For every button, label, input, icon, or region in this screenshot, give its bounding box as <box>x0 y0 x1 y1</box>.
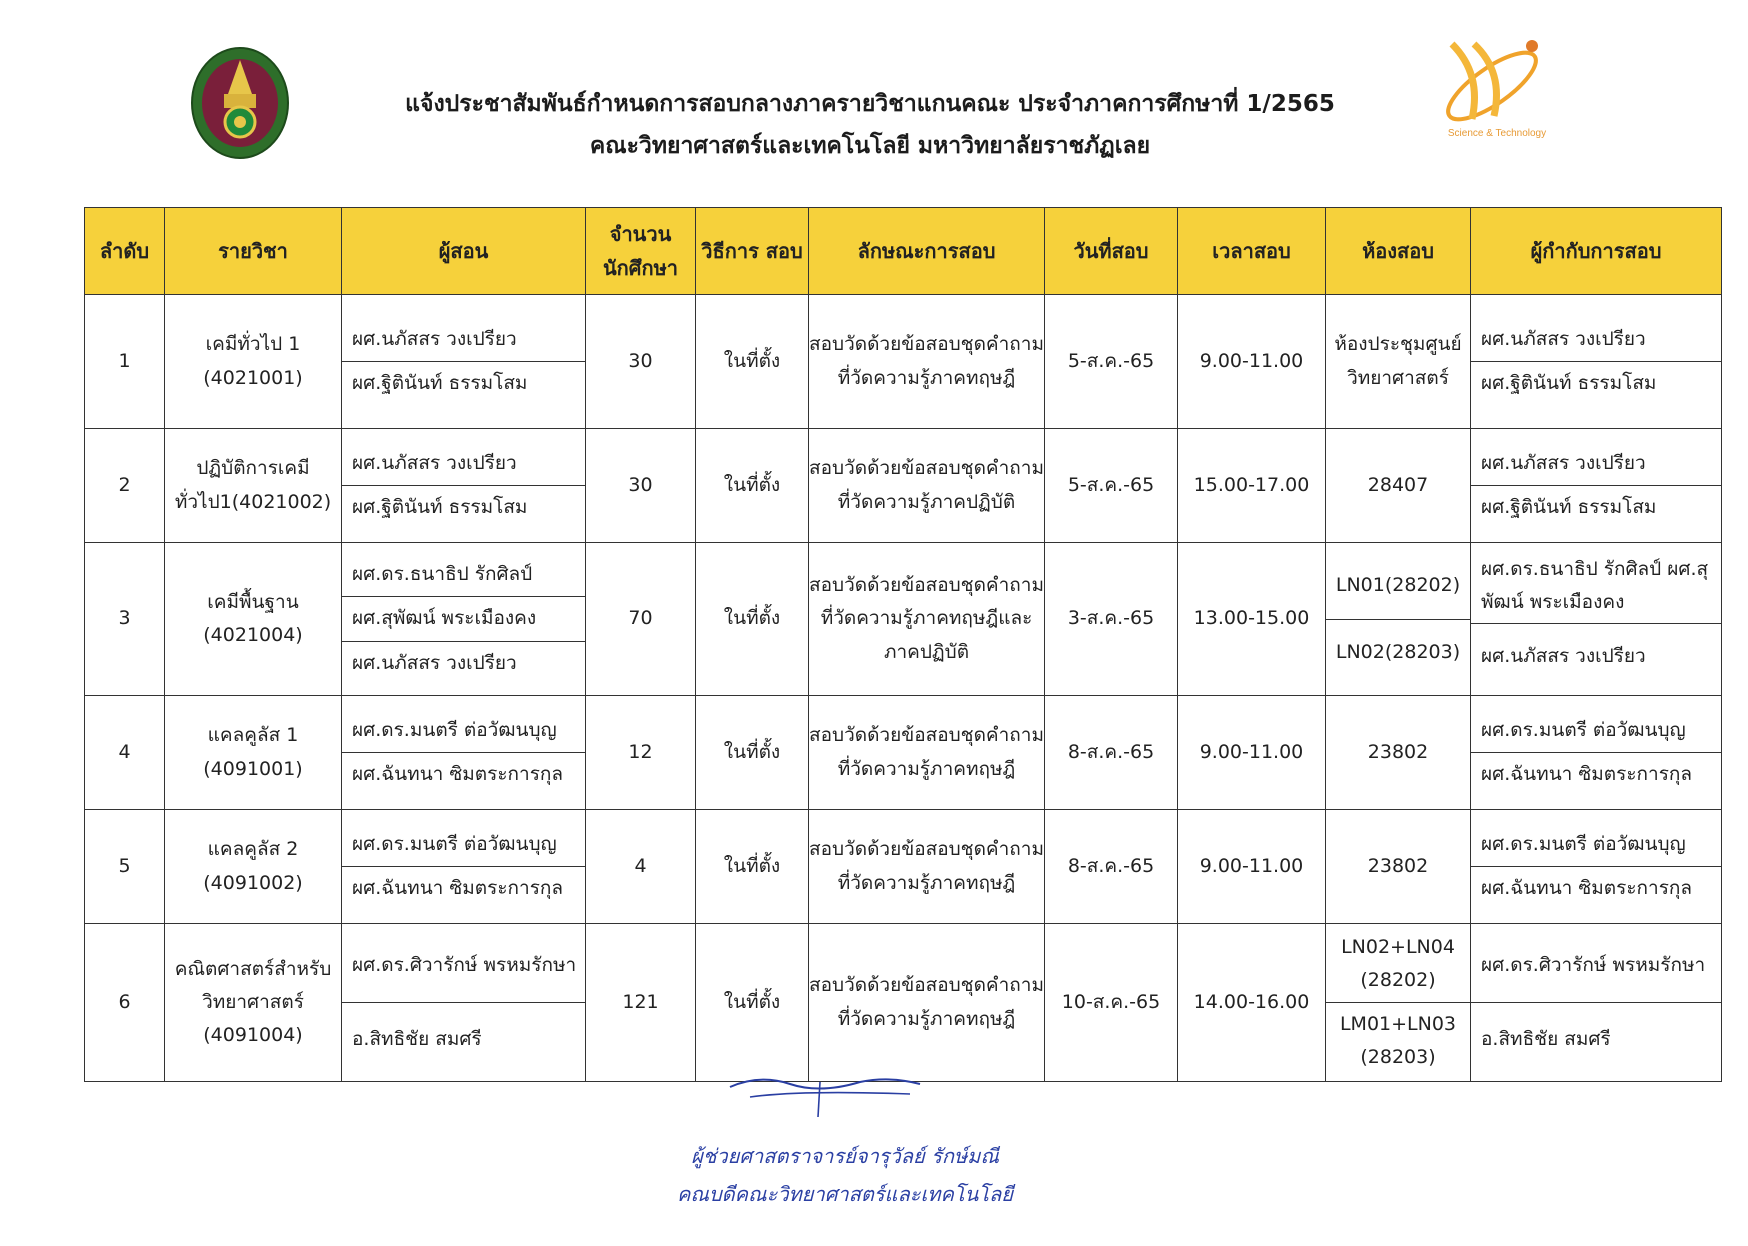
instructor-name: ผศ.ฐิตินันท์ ธรรมโสม <box>352 372 528 394</box>
row-number: 3 <box>85 543 165 696</box>
table-header-row <box>85 208 1722 295</box>
row-number: 5 <box>85 810 165 924</box>
instructors-cell <box>342 924 586 1082</box>
proctor-name: ผศ.นภัสสร วงเปรียว <box>1481 645 1646 668</box>
room-cell: 23802 <box>1326 810 1471 924</box>
date-cell: 3-ส.ค.-65 <box>1045 543 1178 696</box>
students-cell: 4 <box>586 810 696 924</box>
time-cell: 9.00-11.00 <box>1178 295 1326 429</box>
instructors-cell <box>342 429 586 543</box>
subject-cell: เคมีพื้นฐาน (4021004) <box>165 543 342 696</box>
col-header: วันที่สอบ <box>1045 208 1178 295</box>
students-cell: 30 <box>586 429 696 543</box>
method-cell: ในที่ตั้ง <box>696 543 809 696</box>
row-number: 2 <box>85 429 165 543</box>
proctors-cell <box>1471 295 1722 429</box>
method-cell: ในที่ตั้ง <box>696 696 809 810</box>
room-cell: ห้องประชุมศูนย์วิทยาศาสตร์ <box>1326 295 1471 429</box>
room-cell: 23802 <box>1326 696 1471 810</box>
students-cell: 12 <box>586 696 696 810</box>
proctor-name: ผศ.ดร.ธนาธิป รักศิลป์ ผศ.สุพัฒน์ พระเมืองคง <box>1471 549 1721 625</box>
proctors-cell <box>1471 924 1722 1082</box>
instructor-name: ผศ.ฐิตินันท์ ธรรมโสม <box>352 496 528 518</box>
faculty-logo <box>1422 24 1572 144</box>
exam-type-cell: สอบวัดด้วยข้อสอบชุดคำถามที่วัดความรู้ภาคทฤษฎี <box>809 696 1045 810</box>
proctor-name: ผศ.ฉันทนา ซิมตระการกุล <box>1481 763 1693 785</box>
subject-cell: ปฏิบัติการเคมีทั่วไป1(4021002) <box>165 429 342 543</box>
instructor-name: อ.สิทธิชัย สมศรี <box>352 1028 482 1050</box>
room-name: LN02+LN04 (28202) <box>1326 926 1470 1004</box>
method-cell: ในที่ตั้ง <box>696 429 809 543</box>
proctors-cell <box>1471 429 1722 543</box>
table-row <box>85 810 1722 924</box>
instructor-name: ผศ.สุพัฒน์ พระเมืองคง <box>342 597 585 641</box>
instructor-name: ผศ.นภัสสร วงเปรียว <box>352 651 517 674</box>
proctor-name: ผศ.ฐิตินันท์ ธรรมโสม <box>1481 372 1657 394</box>
proctor-name: ผศ.ดร.มนตรี ต่อวัฒนบุญ <box>1471 823 1721 867</box>
page-title: แจ้งประชาสัมพันธ์กำหนดการสอบกลางภาครายวิชาแกนคณะ ประจำภาคการศึกษาที่ 1/2565 <box>405 91 1335 117</box>
exam-type-cell: สอบวัดด้วยข้อสอบชุดคำถามที่วัดความรู้ภาคทฤษฎี <box>809 295 1045 429</box>
instructor-name: ผศ.ดร.มนตรี ต่อวัฒนบุญ <box>342 823 585 867</box>
proctor-name: ผศ.นภัสสร วงเปรียว <box>1471 442 1721 486</box>
instructors-cell <box>342 295 586 429</box>
students-cell: 121 <box>586 924 696 1082</box>
instructor-name: ผศ.ฉันทนา ซิมตระการกุล <box>352 877 564 899</box>
method-cell: ในที่ตั้ง <box>696 295 809 429</box>
table-row <box>85 924 1722 1082</box>
date-cell: 8-ส.ค.-65 <box>1045 810 1178 924</box>
rooms-cell <box>1326 924 1471 1082</box>
signature-scribble <box>720 1072 930 1122</box>
method-cell: ในที่ตั้ง <box>696 924 809 1082</box>
signatory-position: คณบดีคณะวิทยาศาสตร์และเทคโนโลยี <box>677 1182 1013 1206</box>
col-header: วิธีการ สอบ <box>696 208 809 295</box>
page-subtitle: คณะวิทยาศาสตร์และเทคโนโลยี มหาวิทยาลัยราชภัฏเลย <box>589 133 1151 159</box>
proctors-cell <box>1471 696 1722 810</box>
row-number: 6 <box>85 924 165 1082</box>
subject-cell: แคลคูลัส 1 (4091001) <box>165 696 342 810</box>
proctor-name: อ.สิทธิชัย สมศรี <box>1481 1028 1611 1050</box>
table-row <box>85 696 1722 810</box>
subject-cell: คณิตศาสตร์สำหรับวิทยาศาสตร์ (4091004) <box>165 924 342 1082</box>
time-cell: 14.00-16.00 <box>1178 924 1326 1082</box>
col-header: ลักษณะการสอบ <box>809 208 1045 295</box>
time-cell: 9.00-11.00 <box>1178 696 1326 810</box>
instructor-name: ผศ.ดร.ศิวารักษ์ พรหมรักษา <box>342 929 585 1003</box>
room-cell: 28407 <box>1326 429 1471 543</box>
exam-type-cell: สอบวัดด้วยข้อสอบชุดคำถามที่วัดความรู้ภาคทฤษฎี <box>809 924 1045 1082</box>
instructors-cell <box>342 696 586 810</box>
col-header: จำนวน นักศึกษา <box>586 208 696 295</box>
svg-text:Science & Technology: Science & Technology <box>1447 128 1547 139</box>
date-cell: 10-ส.ค.-65 <box>1045 924 1178 1082</box>
proctors-cell <box>1471 543 1722 696</box>
time-cell: 9.00-11.00 <box>1178 810 1326 924</box>
instructors-cell <box>342 543 586 696</box>
col-header: ผู้กำกับการสอบ <box>1471 208 1722 295</box>
method-cell: ในที่ตั้ง <box>696 810 809 924</box>
students-cell: 30 <box>586 295 696 429</box>
table-row <box>85 543 1722 696</box>
date-cell: 8-ส.ค.-65 <box>1045 696 1178 810</box>
signatory-name: ผู้ช่วยศาสตราจารย์จารุวัลย์ รักษ์มณี <box>691 1144 999 1168</box>
proctors-cell <box>1471 810 1722 924</box>
row-number: 4 <box>85 696 165 810</box>
subject-cell: แคลคูลัส 2 (4091002) <box>165 810 342 924</box>
subject-cell: เคมีทั่วไป 1 (4021001) <box>165 295 342 429</box>
col-header: ลำดับ <box>85 208 165 295</box>
table-row <box>85 295 1722 429</box>
table-row <box>85 429 1722 543</box>
col-header: เวลาสอบ <box>1178 208 1326 295</box>
room-name: LN02(28203) <box>1335 640 1461 663</box>
col-header: ผู้สอน <box>342 208 586 295</box>
proctor-name: ผศ.ดร.ศิวารักษ์ พรหมรักษา <box>1471 929 1721 1003</box>
room-name: LM01+LN03 (28203) <box>1339 1013 1457 1069</box>
col-header: รายวิชา <box>165 208 342 295</box>
exam-type-cell: สอบวัดด้วยข้อสอบชุดคำถามที่วัดความรู้ภาคทฤษฎี <box>809 810 1045 924</box>
exam-schedule-table <box>84 207 1722 1082</box>
instructor-name: ผศ.นภัสสร วงเปรียว <box>342 318 585 362</box>
instructor-name: ผศ.ฉันทนา ซิมตระการกุล <box>352 763 564 785</box>
university-seal-logo <box>190 46 290 160</box>
proctor-name: ผศ.ฐิตินันท์ ธรรมโสม <box>1481 496 1657 518</box>
proctor-name: ผศ.ดร.มนตรี ต่อวัฒนบุญ <box>1471 709 1721 753</box>
instructors-cell <box>342 810 586 924</box>
row-number: 1 <box>85 295 165 429</box>
instructor-name: ผศ.ดร.มนตรี ต่อวัฒนบุญ <box>342 709 585 753</box>
proctor-name: ผศ.นภัสสร วงเปรียว <box>1471 318 1721 362</box>
exam-type-cell: สอบวัดด้วยข้อสอบชุดคำถามที่วัดความรู้ภาคทฤษฎีและภาคปฏิบัติ <box>809 543 1045 696</box>
date-cell: 5-ส.ค.-65 <box>1045 295 1178 429</box>
proctor-name: ผศ.ฉันทนา ซิมตระการกุล <box>1481 877 1693 899</box>
instructor-name: ผศ.ดร.ธนาธิป รักศิลป์ <box>342 553 585 597</box>
time-cell: 15.00-17.00 <box>1178 429 1326 543</box>
rooms-cell <box>1326 543 1471 696</box>
exam-type-cell: สอบวัดด้วยข้อสอบชุดคำถามที่วัดความรู้ภาคปฏิบัติ <box>809 429 1045 543</box>
time-cell: 13.00-15.00 <box>1178 543 1326 696</box>
instructor-name: ผศ.นภัสสร วงเปรียว <box>342 442 585 486</box>
students-cell: 70 <box>586 543 696 696</box>
room-name: LN01(28202) <box>1326 553 1470 619</box>
col-header: ห้องสอบ <box>1326 208 1471 295</box>
date-cell: 5-ส.ค.-65 <box>1045 429 1178 543</box>
